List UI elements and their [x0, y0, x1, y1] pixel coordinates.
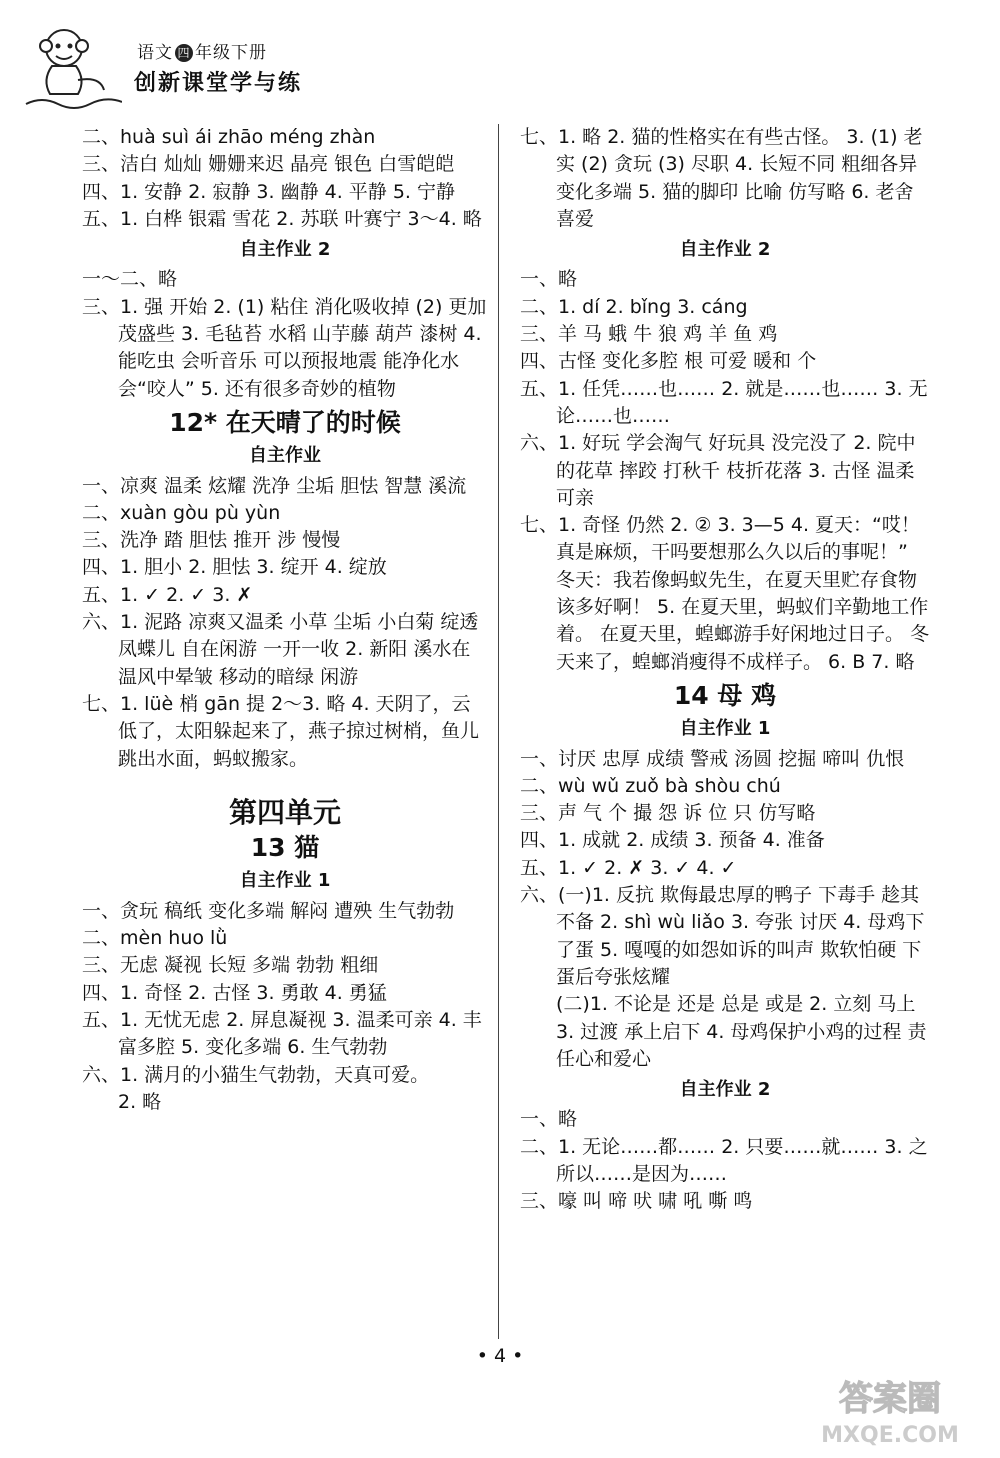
answer-item: 三、无虑 凝视 长短 多端 勃勃 粗细 [82, 954, 379, 977]
right-column [520, 124, 930, 1216]
unit-title: 第四单元 [228, 795, 341, 829]
answer-item: 一～二、略 [82, 268, 178, 291]
answer-item: 一、讨厌 忠厚 成绩 警戒 汤圆 挖掘 啼叫 仇恨 [520, 747, 905, 770]
answer-item: 一、贪玩 稿纸 变化多端 解闷 遭殃 生气勃勃 [82, 899, 455, 922]
answer-item: 七、1. 奇怪 仍然 2. ② 3. 3—5 4. 夏天：“哎！真是麻烦，干吗要想那么久以后的事呢！” 冬天：我若像蚂蚁先生，在夏天里贮存食物该多好啊！ 5. 在夏天里，蚂蚁们辛勤地工作着。 在夏天里，蝗螂游手好闲地过日子。 冬天来了，蝗螂消瘦得不成样子。 6. B 7. 略 [520, 514, 930, 673]
answer-item: 五、1. 无忧无虑 2. 屏息凝视 3. 温柔可亲 4. 丰富多腔 5. 变化多端 6. 生气勃勃 [82, 1008, 482, 1059]
answer-item: 三、嚎 叫 啼 吠 啸 吼 嘶 鸣 [520, 1190, 753, 1213]
page-number: • 4 • [476, 1345, 524, 1367]
answer-item: 四、1. 胆小 2. 胆怯 3. 绽开 4. 绽放 [82, 556, 387, 579]
section-heading: 自主作业 2 [239, 239, 331, 261]
watermark-line1: 答案圈 [839, 1379, 941, 1419]
answer-item: 二、1. 无论……都…… 2. 只要……就…… 3. 之所以……是因为…… [520, 1135, 928, 1185]
answer-item: 三、1. 强 开始 2. (1) 粘住 消化吸收掉 (2) 更加茂盛些 3. 毛毡苔 水稻 山芋藤 葫芦 漆树 4. 能吃虫 会听音乐 可以预报地震 能净化水 会“咬人” 5. 还有很多奇妙的植物 [82, 295, 487, 400]
answer-item: 一、略 [520, 268, 578, 291]
book-subject-grade: 语文 四 年级下册 [137, 43, 267, 63]
answer-item: 六、1. 满月的小猫生气勃勃，天真可爱。 [82, 1063, 430, 1086]
lesson-title: 14 母 鸡 [673, 680, 777, 710]
answer-item: 一、略 [520, 1108, 578, 1131]
answer-item: 二、wù wǔ zuǒ bà shòu chú [520, 774, 781, 797]
answer-item: 七、1. 略 2. 猫的性格实在有些古怪。 3. (1) 老实 (2) 贪玩 (3) 尽职 4. 长短不同 粗细各异 变化多端 5. 猫的脚印 比喻 仿写略 6. 老舍 喜爱 [520, 126, 923, 230]
section-heading: 自主作业 1 [239, 870, 331, 892]
page-header [22, 20, 322, 110]
answer-item: 七、1. lüè 梢 gān 提 2～3. 略 4. 天阴了，云低了，太阳躲起来了，燕子掠过树梢，鱼儿跳出水面，蚂蚁搬家。 [82, 692, 480, 770]
answer-item: 五、1. 任凭……也…… 2. 就是……也…… 3. 无论……也…… [520, 377, 928, 427]
answer-item: 六、1. 好玩 学会淘气 好玩具 没完没了 2. 院中的花草 摔跤 打秋千 枝折花落 3. 古怪 温柔可亲 [520, 432, 916, 509]
watermark-logo [800, 1370, 980, 1450]
lesson-title: 12* 在天晴了的时候 [169, 407, 401, 437]
monkey-mascot-icon [22, 20, 122, 110]
answer-item: 五、1. ✓ 2. ✗ 3. ✓ 4. ✓ [520, 856, 737, 879]
answer-item: 二、huà suì ái zhāo méng zhàn [82, 126, 376, 148]
book-title: 创新课堂学与练 [134, 71, 303, 96]
answer-item: 六、(一)1. 反抗 欺侮最忠厚的鸭子 下毒手 趁其不备 2. shì wù liǎo 3. 夸张 讨厌 4. 母鸡下了蛋 5. 嘎嘎的如怨如诉的叫声 欺软怕硬 下蛋后夸张炫耀 [520, 884, 925, 988]
answer-item: 四、1. 安静 2. 寂静 3. 幽静 4. 平静 5. 宁静 [82, 180, 455, 203]
answer-item: 五、1. 白桦 银霜 雪花 2. 苏联 叶赛宁 3～4. 略 [82, 207, 482, 230]
answer-item: 四、1. 奇怪 2. 古怪 3. 勇敢 4. 勇猛 [82, 981, 387, 1004]
answer-item: 三、羊 马 蛾 牛 狼 鸡 羊 鱼 鸡 [520, 323, 778, 346]
section-heading: 自主作业 2 [679, 239, 771, 261]
answer-item: 三、洗净 踏 胆怯 推开 涉 慢慢 [82, 529, 341, 552]
section-heading: 自主作业 1 [679, 718, 771, 740]
answer-item: 三、洁白 灿灿 姗姗来迟 晶亮 银色 白雪皑皑 [82, 153, 455, 176]
answer-subitem: (二)1. 不论是 还是 总是 或是 2. 立刻 马上 3. 过渡 承上启下 4. 母鸡保护小鸡的过程 责任心和爱心 [556, 993, 927, 1070]
section-heading: 自主作业 2 [679, 1079, 771, 1101]
answer-item: 五、1. ✓ 2. ✓ 3. ✗ [82, 583, 253, 606]
answer-item: 四、古怪 变化多腔 根 可爱 暖和 个 [520, 350, 817, 373]
left-column [82, 124, 488, 1116]
answer-item: 六、1. 泥路 凉爽又温柔 小草 尘垢 小白菊 绽透 凤蝶儿 自在闲游 一开一收 2. 新阳 溪水在温风中晕皱 移动的暗绿 闲游 [82, 611, 479, 688]
answer-item: 三、声 气 个 撮 怨 诉 位 只 仿写略 [520, 802, 816, 825]
answer-item: 二、1. dí 2. bǐng 3. cáng [520, 295, 748, 318]
answer-item: 二、xuàn gòu pù yùn [82, 501, 281, 524]
column-divider [498, 124, 499, 1339]
lesson-title: 13 猫 [250, 833, 320, 863]
answer-item: 二、mèn huo lǜ [82, 927, 228, 950]
answer-item: 一、凉爽 温柔 炫耀 洗净 尘垢 胆怯 智慧 溪流 [82, 474, 467, 497]
answer-item: 四、1. 成就 2. 成绩 3. 预备 4. 准备 [520, 829, 825, 852]
watermark-line2: MXQE.COM [821, 1423, 959, 1448]
answer-subitem: 2. 略 [118, 1090, 162, 1113]
section-heading: 自主作业 [249, 445, 321, 467]
